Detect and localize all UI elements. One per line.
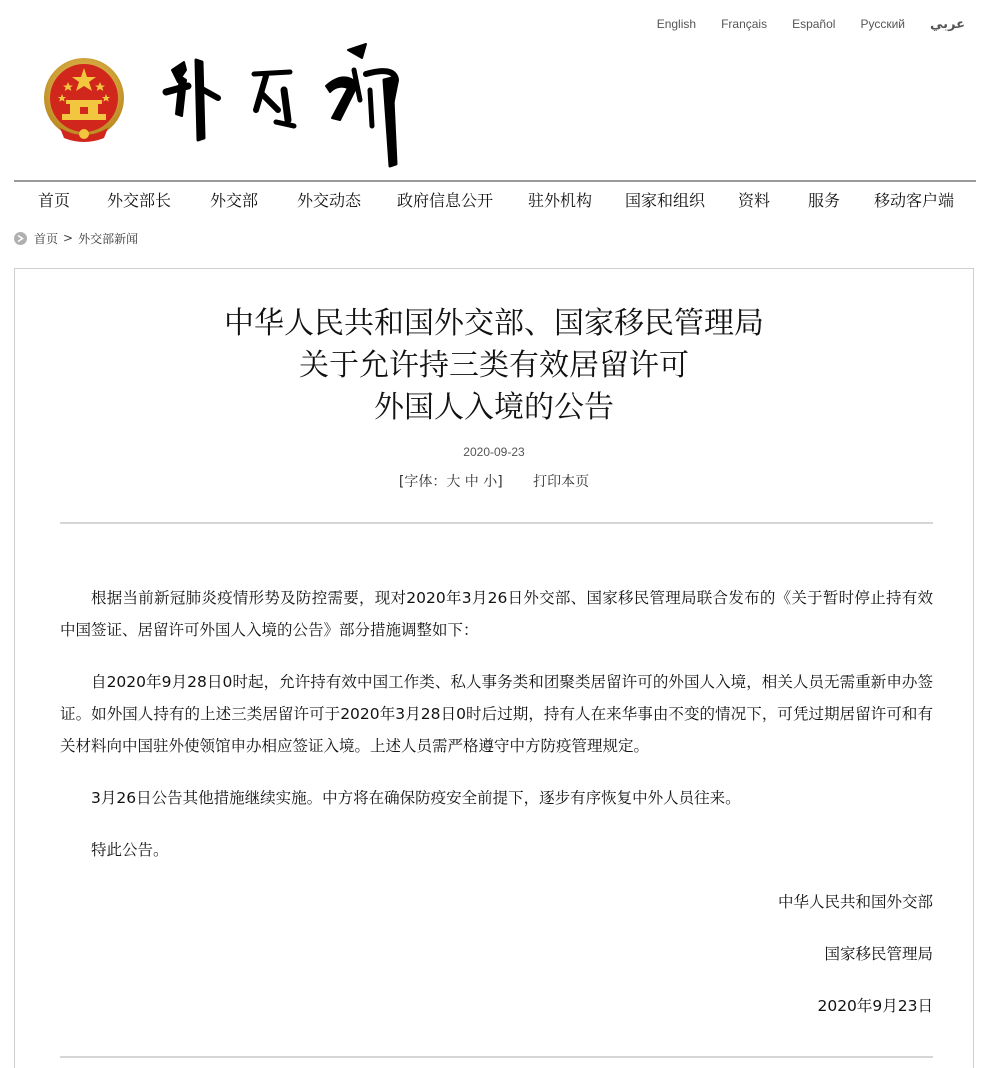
- divider: [60, 1056, 933, 1058]
- breadcrumb-section[interactable]: 外交部新闻: [78, 231, 139, 246]
- article-title: [15, 303, 973, 429]
- signature-immigration: 国家移民管理局: [824, 945, 933, 963]
- article-body: [60, 582, 933, 1042]
- paragraph: 3月26日公告其他措施继续实施。中方将在确保防疫安全前提下，逐步有序恢复中外人员往来。: [91, 789, 741, 807]
- nav-item-countries[interactable]: 国家和组织: [625, 191, 706, 210]
- language-bar: [632, 15, 965, 33]
- title-line: 外国人入境的公告: [374, 390, 614, 425]
- article-panel: [14, 268, 974, 1068]
- national-emblem-icon[interactable]: [42, 56, 126, 144]
- lang-russian[interactable]: Русский: [860, 17, 905, 31]
- breadcrumb: [14, 229, 138, 247]
- nav-item-missions[interactable]: 驻外机构: [528, 191, 593, 210]
- lang-english[interactable]: English: [656, 17, 697, 31]
- main-nav: [14, 180, 976, 222]
- nav-item-ministry[interactable]: 外交部: [210, 191, 259, 210]
- article-tools: [15, 471, 973, 491]
- paragraph: 根据当前新冠肺炎疫情形势及防控需要，现对2020年3月26日外交部、国家移民管理局联合发布的《关于暂时停止持有效中国签证、居留许可外国人入境的公告》部分措施调整如下：: [60, 589, 933, 639]
- title-line: 关于允许持三类有效居留许可: [299, 348, 689, 383]
- signature-ministry: 中华人民共和国外交部: [777, 893, 933, 911]
- font-size-control[interactable]: [字体：大 中 小]: [398, 474, 503, 490]
- breadcrumb-arrow-icon: [14, 232, 27, 245]
- article-date: 2020-09-23: [463, 445, 525, 459]
- nav-item-services[interactable]: 服务: [808, 191, 841, 210]
- paragraph: 自2020年9月28日0时起，允许持有效中国工作类、私人事务类和团聚类居留许可的外国人入境，相关人员无需重新申办签证。如外国人持有的上述三类居留许可于2020年3月28日0时后过期，持有人在来华事由不变的情况下，可凭过期居留许可和有关材料向中国驻外使领馆申办相应签证入境。上述人员需严格遵守中方防疫管理规定。: [60, 673, 933, 755]
- signature-date: 2020年9月23日: [817, 997, 933, 1015]
- nav-item-diplomatic-news[interactable]: 外交动态: [297, 191, 362, 210]
- nav-item-home[interactable]: 首页: [38, 191, 71, 210]
- nav-item-resources[interactable]: 资料: [738, 191, 771, 210]
- lang-french[interactable]: Français: [721, 17, 768, 31]
- nav-item-mobile[interactable]: 移动客户端: [874, 191, 955, 210]
- lang-arabic[interactable]: عربي: [929, 16, 965, 31]
- paragraph: 特此公告。: [91, 841, 169, 859]
- calligraphy-logo[interactable]: [158, 40, 418, 168]
- print-button[interactable]: 打印本页: [533, 474, 590, 490]
- title-line: 中华人民共和国外交部、国家移民管理局: [224, 306, 764, 341]
- lang-spanish[interactable]: Español: [792, 17, 836, 31]
- divider: [60, 522, 933, 524]
- nav-item-gov-info[interactable]: 政府信息公开: [397, 191, 494, 210]
- breadcrumb-home[interactable]: 首页: [34, 231, 59, 246]
- breadcrumb-separator: >: [63, 231, 74, 245]
- nav-item-minister[interactable]: 外交部长: [107, 191, 172, 210]
